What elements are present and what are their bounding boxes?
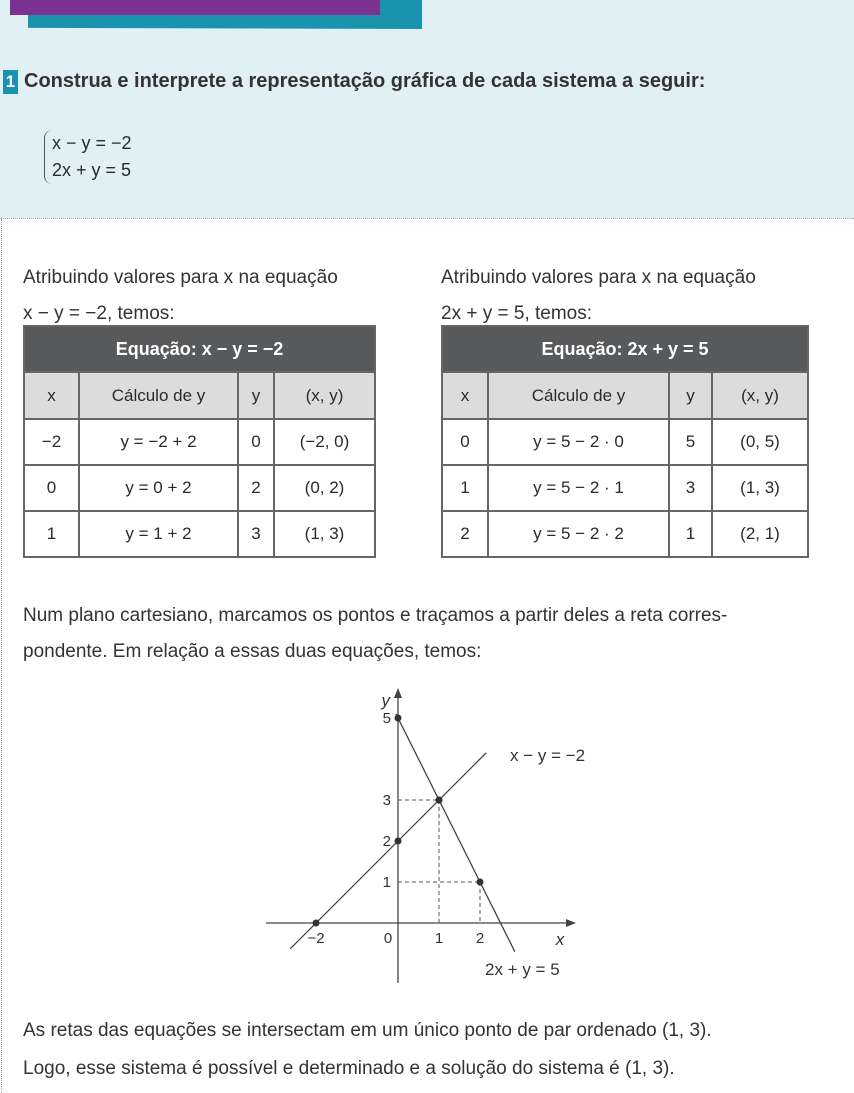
x-axis-label: x bbox=[555, 930, 565, 949]
cell: −2 bbox=[24, 419, 79, 465]
exercise-number: 1 bbox=[3, 70, 18, 94]
data-point bbox=[395, 838, 402, 845]
intro-right-line1: Atribuindo valores para x na equação bbox=[441, 267, 756, 288]
conclusion bbox=[23, 1012, 712, 1088]
x-tick-label: 1 bbox=[434, 930, 444, 947]
data-point bbox=[313, 920, 320, 927]
cell: (1, 3) bbox=[712, 465, 808, 511]
cell: 0 bbox=[238, 419, 274, 465]
series-label: x − y = −2 bbox=[510, 746, 586, 765]
equation-2: 2x + y = 5 bbox=[52, 160, 132, 180]
conclusion-line: As retas das equações se intersectam em um único ponto de par ordenado (1, 3). bbox=[23, 1020, 712, 1041]
y-tick-label: 5 bbox=[382, 710, 391, 727]
data-point bbox=[477, 879, 484, 886]
cell: y = 0 + 2 bbox=[79, 465, 238, 511]
intro-left-line1: Atribuindo valores para x na equação bbox=[23, 267, 338, 288]
line-2x-plus-y bbox=[396, 714, 515, 952]
y-axis-label: y bbox=[381, 691, 390, 710]
cell: 3 bbox=[669, 465, 712, 511]
cell: y = 5 − 2 · 1 bbox=[488, 465, 669, 511]
y-tick-label: 3 bbox=[382, 792, 391, 809]
data-point bbox=[436, 797, 443, 804]
cell: 1 bbox=[24, 511, 79, 557]
cell: 3 bbox=[238, 511, 274, 557]
col-header: Cálculo de y bbox=[488, 372, 669, 419]
cell: (−2, 0) bbox=[274, 419, 375, 465]
cell: (2, 1) bbox=[712, 511, 808, 557]
col-header: x bbox=[442, 372, 488, 419]
paragraph-line: pondente. Em relação a essas duas equações, temos: bbox=[23, 641, 482, 662]
col-header: y bbox=[669, 372, 712, 419]
x-tick-label: −2 bbox=[307, 930, 325, 947]
cell: 1 bbox=[669, 511, 712, 557]
intro-left-line2: x − y = −2, temos: bbox=[23, 303, 175, 324]
x-tick-label: 0 bbox=[383, 930, 393, 947]
paragraph-line: Num plano cartesiano, marcamos os pontos e traçamos a partir deles a reta corres- bbox=[23, 605, 728, 626]
y-tick-label: 1 bbox=[382, 874, 391, 891]
y-axis-arrow-icon bbox=[394, 688, 402, 698]
table-title: Equação: x − y = −2 bbox=[24, 326, 375, 372]
col-header: Cálculo de y bbox=[79, 372, 238, 419]
intro-right-line2: 2x + y = 5, temos: bbox=[441, 303, 593, 324]
cell: 1 bbox=[442, 465, 488, 511]
cell: 2 bbox=[238, 465, 274, 511]
cell: (0, 2) bbox=[274, 465, 375, 511]
line-x-minus-y bbox=[290, 753, 486, 949]
x-axis-arrow-icon bbox=[566, 919, 576, 927]
cell: (1, 3) bbox=[274, 511, 375, 557]
exercise-question: Construa e interprete a representação gráfica de cada sistema a seguir: bbox=[24, 70, 706, 92]
cell: y = 5 − 2 · 0 bbox=[488, 419, 669, 465]
conclusion-line: Logo, esse sistema é possível e determinado e a solução do sistema é (1, 3). bbox=[23, 1058, 675, 1079]
series-label: 2x + y = 5 bbox=[485, 960, 560, 979]
col-header: x bbox=[24, 372, 79, 419]
cell: y = 5 − 2 · 2 bbox=[488, 511, 669, 557]
cell: 2 bbox=[442, 511, 488, 557]
cell: y = −2 + 2 bbox=[79, 419, 238, 465]
table-title: Equação: 2x + y = 5 bbox=[442, 326, 808, 372]
y-tick-label: 2 bbox=[382, 833, 391, 850]
cell: 0 bbox=[442, 419, 488, 465]
cell: y = 1 + 2 bbox=[79, 511, 238, 557]
equation-1: x − y = −2 bbox=[52, 133, 132, 153]
cell: 0 bbox=[24, 465, 79, 511]
col-header: (x, y) bbox=[274, 372, 375, 419]
cell: 5 bbox=[669, 419, 712, 465]
data-point bbox=[395, 715, 402, 722]
cell: (0, 5) bbox=[712, 419, 808, 465]
col-header: y bbox=[238, 372, 274, 419]
col-header: (x, y) bbox=[712, 372, 808, 419]
x-tick-label: 2 bbox=[475, 930, 485, 947]
